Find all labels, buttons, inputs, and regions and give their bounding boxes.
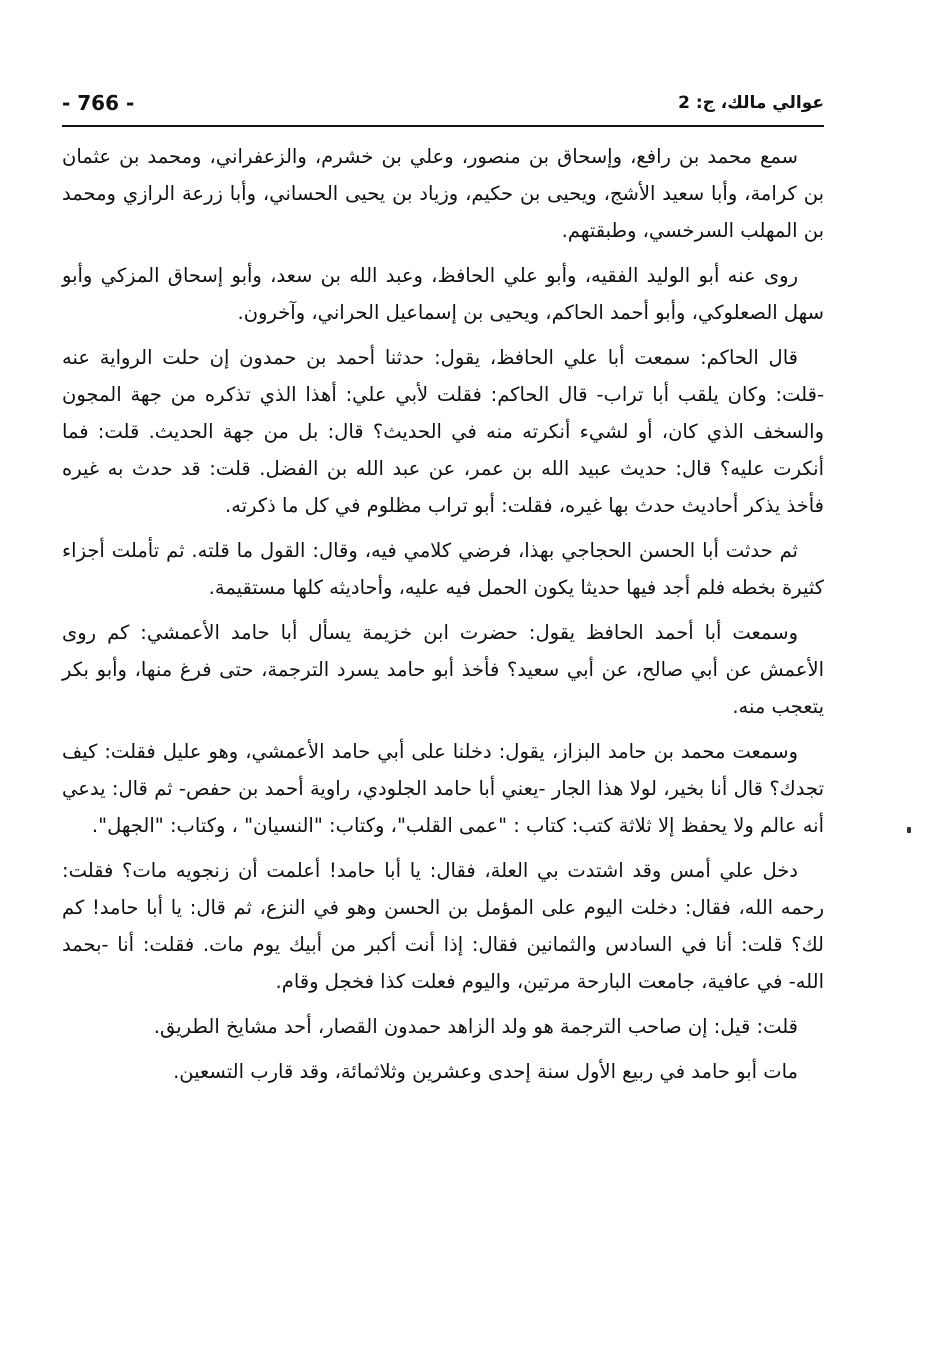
paragraph-bazzaz: وسمعت محمد بن حامد البزاز، يقول: دخلنا على أبي حامد الأعمشي، وهو عليل فقلت: كيف تجدك؟ قال أنا بخير، لولا هذا الجار -يعني أبا حامد الجلودي، راوية أحمد بن حفص- ثم قال: يدعي أنه عالم ولا يحفظ إلا ثلاثة كتب: كتاب : "عمى القلب"، وكتاب: "النسيان" ، وكتاب: "الجهل". <box>62 740 824 837</box>
paragraph-hajjaji: ثم حدثت أبا الحسن الحجاجي بهذا، فرضي كلامي فيه، وقال: القول ما قلته. ثم تأملت أجزاء كثيرة بخطه فلم أجد فيها حديثا يكون الحمل فيه عليه، وأحاديثه كلها مستقيمة. <box>62 539 824 599</box>
paragraph-zanjawayh: دخل علي أمس وقد اشتدت بي العلة، فقال: يا أبا حامد! أعلمت أن زنجويه مات؟ فقلت: رحمه الله، فقال: دخلت اليوم على المؤمل بن الحسن وهو في النزع، ثم قال: يا أبا حامد! كم لك؟ قلت: أنا في السادس والثمانين فقال: إذا أنت أكبر من أبيك يوم مات. فقلت: أنا -بحمد الله- في عافية، جامعت البارحة مرتين، واليوم فعلت كذا فخجل وقام. <box>62 859 824 993</box>
page-number: - 766 - <box>62 91 135 115</box>
paragraph-hakim-report: قال الحاكم: سمعت أبا علي الحافظ، يقول: حدثنا أحمد بن حمدون إن حلت الرواية عنه -قلت: وكان يلقب أبا تراب- قال الحاكم: فقلت لأبي علي: أهذا الذي تذكره من جهة المجون والسخف الذي كان، أو لشيء أنكرته منه في الحديث؟ قال: بل من جهة الحديث. قلت: فما أنكرت عليه؟ قال: حديث عبيد الله بن عمر، عن عبد الله بن الفضل. قلت: قد حدث به غيره فأخذ يذكر أحاديث حدث بها غيره، فقلت: أبو تراب مظلوم في كل ما ذكرته. <box>62 346 824 517</box>
body-text <box>62 138 824 1098</box>
paragraph-students: روى عنه أبو الوليد الفقيه، وأبو علي الحافظ، وعبد الله بن سعد، وأبو إسحاق المزكي وأبو سهل الصعلوكي، وأبو أحمد الحاكم، ويحيى بن إسماعيل الحراني، وآخرون. <box>62 264 824 324</box>
header-rule <box>62 125 824 127</box>
paragraph-author-note: قلت: قيل: إن صاحب الترجمة هو ولد الزاهد حمدون القصار، أحد مشايخ الطريق. <box>153 1015 798 1038</box>
running-title: عوالي مالك، ج: 2 <box>678 93 824 113</box>
paragraph-ibn-khuzayma: وسمعت أبا أحمد الحافظ يقول: حضرت ابن خزيمة يسأل أبا حامد الأعمشي: كم روى الأعمش عن أبي صالح، عن أبي سعيد؟ فأخذ أبو حامد يسرد الترجمة، حتى فرغ منها، وأبو بكر يتعجب منه. <box>62 621 824 718</box>
page-header <box>62 86 824 120</box>
paragraph-teachers: سمع محمد بن رافع، وإسحاق بن منصور، وعلي بن خشرم، والزعفراني، ومحمد بن عثمان بن كرامة، وأبا سعيد الأشج، ويحيى بن حكيم، وزياد بن يحيى الحساني، وأبا زرعة الرازي ومحمد بن المهلب السرخسي، وطبقتهم. <box>62 145 824 242</box>
paragraph-death: مات أبو حامد في ربيع الأول سنة إحدى وعشرين وثلاثمائة، وقد قارب التسعين. <box>173 1060 798 1083</box>
margin-mark <box>907 827 911 833</box>
